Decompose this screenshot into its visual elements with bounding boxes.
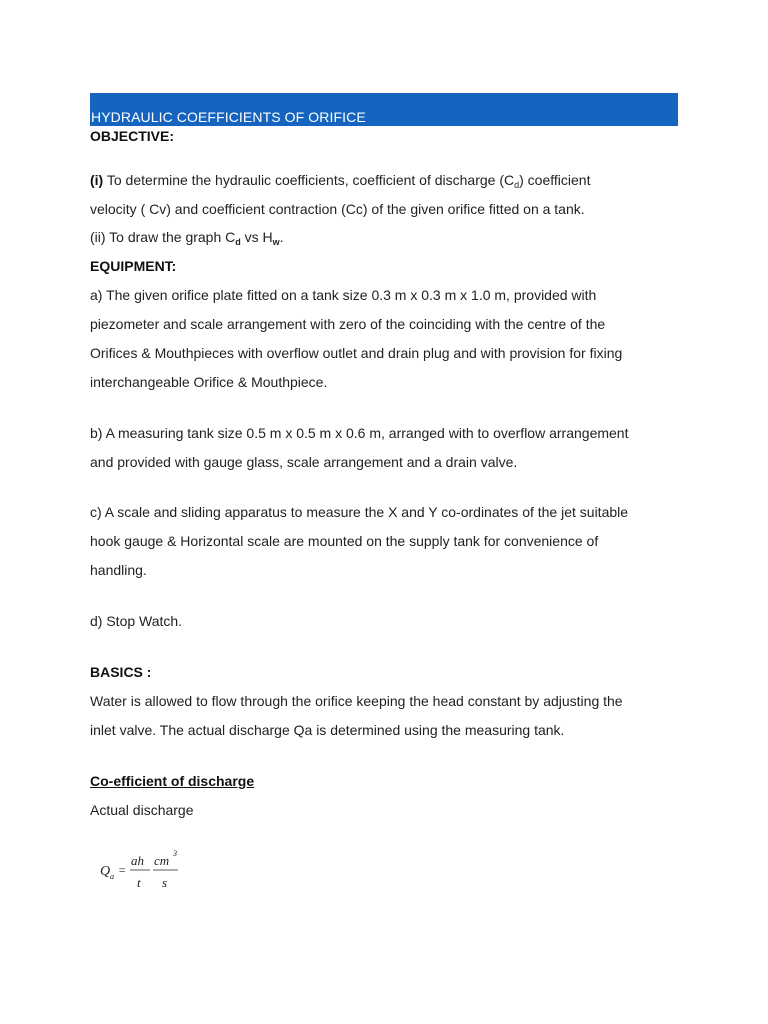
objective-item-2-text-c: . [279, 229, 284, 245]
objective-item-1-text-b: ) coefficient [519, 172, 591, 188]
equipment-a-line-1: a) The given orifice plate fitted on a tank size 0.3 m x 0.3 m x 1.0 m, provided with [90, 287, 597, 303]
objective-item-1-line-1 [90, 171, 590, 191]
basics-line-1: Water is allowed to flow through the orifice keeping the head constant by adjusting the [90, 693, 623, 709]
formula-lhs: Q [100, 864, 111, 879]
equipment-c-line-3: handling. [90, 562, 147, 578]
equipment-a-line-3: Orifices & Mouthpieces with overflow outlet and drain plug and with provision for fixing [90, 345, 623, 361]
equipment-a-line-4: interchangeable Orifice & Mouthpiece. [90, 374, 328, 390]
equipment-a-line-2: piezometer and scale arrangement with zero of the coinciding with the centre of the [90, 316, 606, 332]
equipment-d-line: d) Stop Watch. [90, 613, 183, 629]
formula-superscript: 3 [173, 849, 177, 858]
actual-discharge-label: Actual discharge [90, 802, 194, 818]
objective-item-2-subscript-d: d [235, 237, 241, 247]
objective-item-2 [90, 228, 284, 248]
objective-item-2-text-b: vs H [240, 229, 273, 245]
objective-item-2-subscript-w: w [272, 237, 280, 247]
objective-heading: OBJECTIVE: [90, 128, 175, 144]
formula-denominator-1: t [137, 875, 141, 890]
formula-numerator-2: cm [154, 853, 170, 868]
formula-equals: = [118, 863, 127, 877]
objective-item-1-text-a: To determine the hydraulic coefficients, coefficient of discharge (C [103, 172, 515, 188]
formula-denominator-2: s [162, 875, 168, 890]
formula-numerator-1: ah [131, 853, 144, 868]
objective-item-1-line-2: velocity ( Cv) and coefficient contraction (Cc) of the given orifice fitted on a tank. [90, 201, 585, 217]
objective-item-2-text-a: (ii) To draw the graph C [90, 229, 236, 245]
basics-heading: BASICS : [90, 664, 152, 680]
equipment-heading: EQUIPMENT: [90, 258, 177, 274]
objective-item-1-prefix: (i) [90, 172, 104, 188]
equipment-b-line-2: and provided with gauge glass, scale arrangement and a drain valve. [90, 454, 518, 470]
basics-line-2: inlet valve. The actual discharge Qa is determined using the measuring tank. [90, 722, 565, 738]
document-title: HYDRAULIC COEFFICIENTS OF ORIFICE [91, 109, 366, 125]
actual-discharge-formula [96, 845, 196, 895]
formula-lhs-subscript: a [110, 872, 114, 881]
equipment-c-line-1: c) A scale and sliding apparatus to measure the X and Y co-ordinates of the jet suitable [90, 504, 629, 520]
equipment-b-line-1: b) A measuring tank size 0.5 m x 0.5 m x 0.6 m, arranged with to overflow arrangement [90, 425, 629, 441]
equipment-c-line-2: hook gauge & Horizontal scale are mounted on the supply tank for convenience of [90, 533, 599, 549]
coefficient-heading: Co-efficient of discharge [90, 773, 255, 789]
objective-item-1-subscript: d [514, 180, 520, 190]
